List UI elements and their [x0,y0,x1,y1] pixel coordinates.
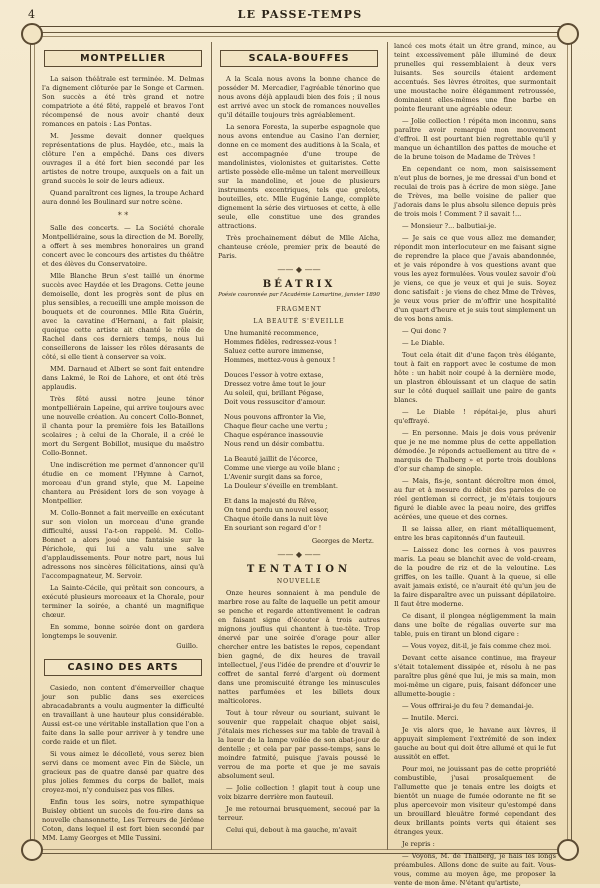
story-genre: NOUVELLE [276,578,322,585]
journal-title: LE PASSE-TEMPS [237,8,363,21]
verse-line: Nous rend un désir combattu. [224,440,325,448]
verse-line: Chaque espérance inassouvie [224,431,324,439]
paragraph: — Monsieur ?... balbutiai-je. [402,222,497,230]
page-header [28,8,572,26]
verse-line: L'Avenir surgit dans sa force, [224,473,323,481]
paragraph: Tout cela était dit d'une façon très élégante, tout à fait en rapport avec le costume de mon hôte : un habit noir coupé à la dernière mode, un plastron éblouissant et un claque de satin sur le côté duquel saillait une paire de gants blancs. [394,351,556,404]
stanza [224,455,380,491]
section-title-casino: CASINO DES ARTS [44,659,202,676]
paragraph: Pour moi, ne jouissant pas de cette propriété combustible, j'usai prosaïquement de l'allumette que je tenais entre les doigts et bientôt un nuage de fumée odorante ne fit se plus apercevoir mon visiteur qu'estompé dans un brouillard bleuâtre formé cependant des deux brillants points verts qui étaient ses étranges yeux. [394,765,556,836]
corner-ornament-tr [557,23,579,45]
paragraph: Si vous aimez le décolleté, vous serez bien servi dans ce moment avec Fin de Siècle, un gracieux pas de quatre dansé par quatre des plus jolies femmes du corps de ballet, mais croyez-moi, n'y conduisez pas vos filles. [42,750,204,794]
stanza [224,497,380,533]
paragraph: — Le Diable ! répétai-je, plus ahuri qu'effrayé. [394,408,556,425]
paragraph: Tout à tour rêveur ou souriant, suivant le souvenir que rappelait chaque objet saisi, j'étalais mes richesses sur ma table de travail à la lueur de la lampe voilée de son abat-jour de dentelle ; et cela par par passe-temps, sans le moindre fatmité, puisque j'avais poussé le verrou de ma porte et que je me savais absolument seul. [218,709,380,780]
paragraph: Casiedo, non content d'émerveiller chaque jour son public dans ses exercices abracadabrants a voulu augmenter la difficulté en travaillant à une hauteur plus considérable. Aussi est-ce une véritable installation que l'on a faite dans la salle pour arriver à y tendre une corde raide et un filet. [42,684,204,746]
paragraph: — Jolie collection ! glapit tout à coup une voix bizarre derrière mon fauteuil. [218,784,380,801]
verse-line: Dressez votre âme tout le jour [224,380,326,388]
paragraph: Enfin tous les soirs, notre sympathique Buisley obtient un succès de fou-rire dans sa nouvelle chansonnette, Les Terreurs de Jérôme Coton, dans lequel il est fort bien secondé par MM. Lamy Georges et Mlle Tussini. [42,798,204,842]
verse-line: Chaque étoile dans la nuit lève [224,515,328,523]
paragraph: Très fêté aussi notre jeune ténor montpelliérain Lapeine, qui arrive toujours avec une nouvelle création. Au concert Collo-Bonnet, il chanta pour la première fois les Bataillons scolaires ; à celui de la Chorale, il a créé le mort du Sergent Bobillot, musique du maëstro Collo-Bonnet. [42,395,204,457]
paragraph: — Jolie collection ! répéta mon inconnu, sans paraître avoir remarqué mon mouvement d'effroi. Il est pourtant bien regrettable qu'il y manque un échantillon des pattes de mouche et de la brune toison de Madame de Trèves ! [394,117,556,161]
verse-line: Douces l'essor à votre extase, [224,371,324,379]
column-separator [211,42,212,850]
section-title-montpellier: MONTPELLIER [44,50,202,67]
story-title: TENTATION [246,564,352,575]
paragraph: La saison théâtrale est terminée. M. Delmas l'a dignement clôturée par le Songe et Carmen. Son succès a été très grand et notre compatriote a été fêté, rappelé et bravos l'ont récompensé de nous avoir chanté deux romances en patois : Las Pontas. [42,75,204,128]
paragraph: A la Scala nous avons la bonne chance de posséder M. Mercadier, l'agréable ténorino que nous avons déjà applaudi bien des fois ; il nous est arrivé avec un stock de romances nouvelles qu'il détaille toujours très agréablement. [218,75,380,119]
ornament-icon: —— ◆ —— [277,550,321,559]
verse-line: Doit vous ressuscitor d'amour. [224,398,326,406]
paragraph: — Laissez donc les cornes à vos pauvres maris. La peau se blanchit avec de vold-cream, de la poudre de riz et de la veloutine. Les griffes, on les taille. Quant à la queue, si elle avait jamais existé, ce n'aurait été qu'un jeu de la faire disparaître avec un puissant dépilatoire. Il faut être moderne. [394,546,556,608]
verse-line: La Beauté jaillit de l'écorce, [224,455,318,463]
stanza [224,329,380,365]
verse-line: En souriant son regard d'or ! [224,524,322,532]
corner-ornament-bl [21,839,43,861]
paragraph: Devant cette aisance continue, ma frayeur s'était totalement dissipée et, résolu à ne pas paraître plus gêné que lui, je mis sa main, mon moi-même un cigare, puis, faisant défoncer une allumette-bougie : [394,654,556,698]
paragraph: Je me retournai brusquement, secoué par la terreur. [218,805,380,822]
verse-line: Une humanité recommence, [224,329,319,337]
paragraph: — Le Diable. [402,339,445,347]
verse-line: La Douleur s'éveille en tremblant. [224,482,338,490]
corner-ornament-br [557,839,579,861]
column-1 [42,42,204,852]
paragraph: — Vous offrirai-je du feu ? demandai-je. [402,702,534,710]
paragraph: M. Jessme devait donner quelques représentations de plus. Haydée, etc., mais la clôture l'en a empêché. Dans ces divers ouvrages il a été fort bien secondé par les artistes de notre troupe, auxquels on a fait un grand succès le soir de leurs adieux. [42,132,204,185]
verse-line: Au soleil, qui, brillant Pégase, [224,389,324,397]
paragraph: La senora Foresta, la superbe espagnole que nous avons entendue au Casino l'an dernier, donne en ce moment des auditions à la Scala, et est accompagnée d'une troupe de mandolinistes, violonistes et guitaristes. Cette artiste possède elle-même un talent merveilleux sur la mandoline, et joue de plusieurs instruments excentriques, tels que grelots, bouteilles, etc. Mlle Eugénie Lange, complète dignement la série des virtuoses et cette, à elle seule, elle constitue une des grandes attractions. [218,123,380,230]
paragraph: — Mais, fis-je, sontant décroître mon émoi, au fur et à mesure du débit des paroles de ce réel gentleman si correct, je m'étais toujours figuré le diable avec la peau noire, des griffes acérées, une queue et des cornes. [394,477,556,521]
verse-line: Saluez cette aurore immense, [224,347,324,355]
verse-line: Hommes fidèles, redressez-vous ! [224,338,337,346]
verse-line: Nous pouvons affronter la Vie, [224,413,326,421]
paragraph: Celui qui, debout à ma gauche, m'avait [226,826,357,834]
paragraph: lancé ces mots était un être grand, mince, au teint excessivement pâle illuminé de deux prunelles qui ressemblaient à deux vers luisants. Ses sourcils étaient ardement accentués. Ses lèvres étroites, que surmontait une moustache noire élégamment retroussée, dominaient elles-mêmes une fine barbe en pointe fleurant une agréable odeur. [394,42,556,113]
verse-line: Et dans la majesté du Rêve, [224,497,317,505]
paragraph: Je vis alors que, le havane aux lèvres, il appuyait simplement l'extrémité de son index gauche au bout qui doit être allumé et qui le fut aussitôt en effet. [394,726,556,761]
verse-line: Hommes, mettez-vous à genoux ! [224,356,336,364]
section-title-scala: SCALA-BOUFFES [220,50,378,67]
paragraph: Ce disant, il plongea négligemment la main dans une boîte de régalias ouverte sur ma table, puis en tirant un blond cigare : [394,612,556,638]
fragment-label: FRAGMENT [276,306,322,313]
poem [218,329,380,533]
stanza [224,371,380,407]
paragraph: — Vous voyez, dit-il, je fais comme chez moi. [402,642,552,650]
header-rule [28,26,572,27]
paragraph: Salle des concerts. — La Société chorale Montpelliéraine, sous la direction de M. Borelly, a offert à ses membres honoraires un grand concert avec le concours des artistes du théâtre et des élèves du Conservatoire. [42,224,204,268]
paragraph: — Inutile. Merci. [402,714,459,722]
verse-line: Comme une vierge au voile blanc ; [224,464,340,472]
paragraph: MM. Darnaud et Albert se sont fait entendre dans Lakmé, le Roi de Lahore, et ont été très applaudis. [42,365,204,391]
paragraph: Quand paraîtront ces lignes, la troupe Achard aura donné les Boulinard sur notre scène. [42,189,204,206]
verse-line: Chaque fleur cache une vertu ; [224,422,328,430]
paragraph: Onze heures sonnaient à ma pendule de marbre rose au faîte de laquelle un petit amour se penche et regarde attentivement le cadran en faisant signe d'écouter à trois autres mignons jouflus qui chantent à tue-tête. Trop énervé par une soirée d'orage pour aller chercher entre les batistes le repos, cependant bien gagné, de dix heures de travail intellectuel, j'eus l'idée de prendre et d'ouvrir le coffret de santal ferré d'argent où dorment dans une promiscuité étrange les minuscules nattes parfumées et les billets doux malticolores. [218,589,380,705]
poem-section-title: LA BEAUTÉ S'ÉVEILLE [253,318,345,325]
poem-signature: Georges de Mertz. [311,537,374,545]
page-number: 4 [28,8,37,21]
paragraph: — Voyons, M. de Thalberg, je hais les longs préambules. Allons donc de suite au fait. Vous-vous, comme au moyen âge, me proposer la vente de mon âme. N'étant qu'artiste, [394,852,556,887]
paragraph: Je repris : [402,840,435,848]
paragraph: Mlle Blanche Brun s'est taillé un énorme succès avec Haydée et les Dragons. Cette jeune demoiselle, dont les progrès sont de plus en plus sensibles, a recueilli une ample moisson de bouquets et de couronnes. Mlle Rita Guérin, avec la cavatine d'Hernani, a fait plaisir, quoique cette artiste ait chanté le rôle de Rachel dans ces derniers temps, nous lui conseillerons de laisser les rôles dérasants de côté, si elle tient à conserver sa voix. [42,272,204,361]
paragraph: En somme, bonne soirée dont on gardera longtemps le souvenir. [42,623,204,640]
column-separator [387,42,388,850]
asterism: * * [117,211,129,220]
paragraph: Une indiscrétion me permet d'annoncer qu'il étudie en ce moment l'Hymne à Carnot, morceau d'un grand style, que M. Lapeine chantera au Président lors de son voyage à Montpellier. [42,461,204,505]
column-2 [218,42,380,852]
paragraph: Très prochainement début de Mlle Aïcha, chanteuse créole, premier prix de beauté de Paris. [218,234,380,260]
poem-title: BÉATRIX [262,279,336,290]
stanza [224,413,380,449]
paragraph: — En personne. Mais je dois vous prévenir que je ne me nomme plus de cette appellation démodée. Je réponds actuellement au titre de « marquis de Thalberg » et porte trois doublons d'or sur champ de sinople. [394,429,556,473]
paragraph: La Sainte-Cécile, qui prêtait son concours, a exécuté plusieurs morceaux et la Chorale, pour terminer la soirée, a chanté un magnifique chœur. [42,584,204,619]
poem-subtitle: Poésie couronnée par l'Académie Lamartine, janvier 1890 [218,292,380,298]
paragraph: M. Collo-Bonnet a fait merveille en exécutant sur son violon un morceau d'une grande difficulté, aussi l'a-t-on rappelé. M. Collo-Bonnet a alors joué une fantaisie sur la Périchole, qui lui a valu une salve d'applaudissements. Pour notre part, nous lui adressons nos sincères félicitations, ainsi qu'à l'accompagnateur, M. Servoir. [42,509,204,580]
paragraph: — Qui donc ? [402,327,447,335]
verse-line: On tend perdu un nouvel essor, [224,506,329,514]
paragraph: — Je sais ce que vous allez me demander, répondit mon interlocuteur en me faisant signe de reprendre la place que j'avais abandonnée, et je vais répondre à vos questions avant que vous les ayez formulées. Vous voulez savoir d'où je viens, ce que je veux et qui je suis. Soyez donc satisfait : je viens de chez Mme de Trèves, je veux vous prier de m'offrir une hospitalité d'un quart d'heure et je suis tout simplement un de vos bons amis. [394,234,556,323]
column-3 [394,42,556,887]
paragraph: Il se laissa aller, en riant métalliquement, entre les bras capitonnés d'un fauteuil. [394,525,556,542]
signature: Guillo. [176,642,198,650]
paragraph: En cependant ce nom, mon saisissement n'eut plus de bornes, je me dressai d'un bond et reculai de trois pas à écrire de mon siège. Jane de Trèves, ma belle voisine de palier que j'adorais dans le plus absolu silence depuis près de trois mois ! Comment ? il savait !... [394,165,556,218]
corner-ornament-tl [21,23,43,45]
ornament-icon: —— ◆ —— [277,265,321,274]
